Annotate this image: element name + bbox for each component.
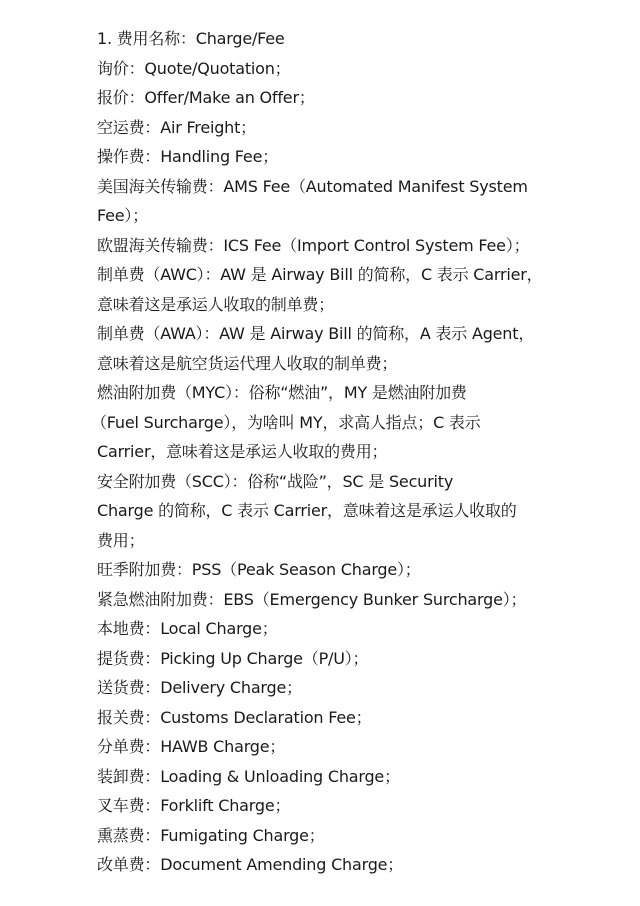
term-hawb: 分单费：HAWB Charge； [97, 737, 286, 756]
term-loading: 装卸费：Loading & Unloading Charge； [97, 766, 400, 786]
term-forklift: 叉车费：Forklift Charge； [97, 796, 291, 815]
term-ams-fee-cont: Fee）； [97, 206, 149, 225]
term-ebs: 紧急燃油附加费：EBS（Emergency Bunker Surcharge）； [97, 589, 527, 609]
term-awc: 制单费（AWC）：AW 是 Airway Bill 的简称，C 表示 Carrier， [97, 265, 543, 284]
term-scc-cont: Charge 的简称，C 表示 Carrier，意味着这是承运人收取的 [97, 501, 517, 520]
term-awa: 制单费（AWA）：AW 是 Airway Bill 的简称，A 表示 Agent， [97, 324, 535, 343]
term-awa-cont: 意味着这是航空货运代理人收取的制单费； [97, 353, 398, 373]
term-quote: 询价：Quote/Quotation； [97, 58, 291, 78]
term-awc-cont: 意味着这是承运人收取的制单费； [97, 294, 335, 314]
term-customs: 报关费：Customs Declaration Fee； [97, 707, 372, 727]
term-scc-cont: 费用； [97, 530, 145, 550]
term-air-freight: 空运费：Air Freight； [97, 117, 256, 137]
term-ams-fee: 美国海关传输费：AMS Fee（Automated Manifest System [97, 176, 528, 196]
term-picking-up: 提货费：Picking Up Charge（P/U）； [97, 648, 369, 668]
term-myc-cont: （Fuel Surcharge），为啥叫 MY，求高人指点；C 表示 [91, 412, 481, 432]
term-fumigating: 熏蒸费：Fumigating Charge； [97, 825, 325, 845]
term-scc: 安全附加费（SCC）：俗称“战险”，SC 是 Security [97, 471, 454, 491]
heading-line: 1. 费用名称：Charge/Fee [97, 29, 285, 48]
term-document-amending: 改单费：Document Amending Charge； [97, 855, 404, 874]
term-offer: 报价：Offer/Make an Offer； [97, 88, 315, 107]
term-myc: 燃油附加费（MYC）：俗称“燃油”，MY 是燃油附加费 [97, 383, 467, 402]
term-delivery: 送货费：Delivery Charge； [97, 678, 302, 697]
term-handling-fee: 操作费：Handling Fee； [97, 147, 279, 166]
term-pss: 旺季附加费：PSS（Peak Season Charge）； [97, 560, 421, 579]
term-myc-cont: Carrier，意味着这是承运人收取的费用； [97, 442, 388, 461]
term-local-charge: 本地费：Local Charge； [97, 619, 278, 638]
term-ics-fee: 欧盟海关传输费：ICS Fee（Import Control System Fee）； [97, 235, 530, 255]
